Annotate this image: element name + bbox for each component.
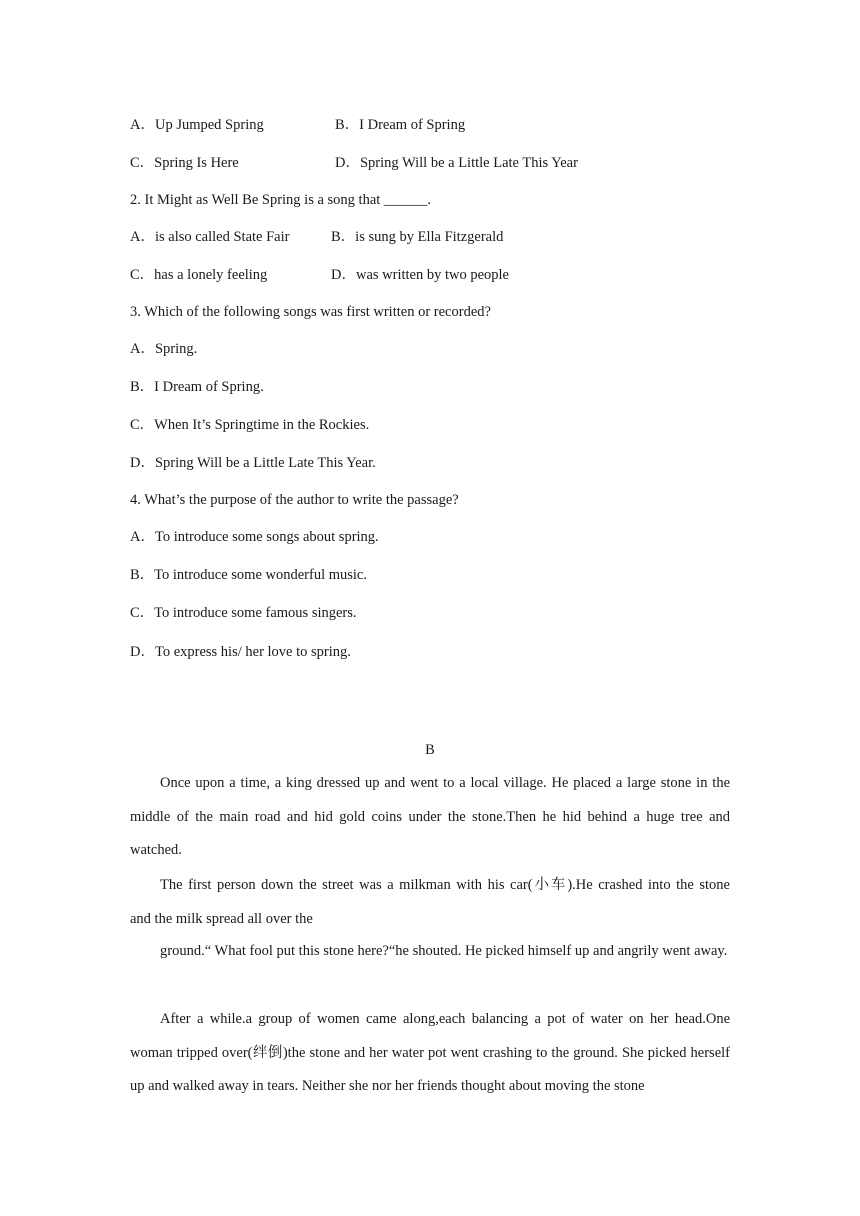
q1-option-b: B．I Dream of Spring	[335, 117, 466, 133]
q3-option-b: B．I Dream of Spring.	[130, 379, 264, 395]
q2-options-row-2	[130, 266, 509, 284]
q1-options-row-2	[130, 154, 578, 172]
passage-b-paragraph-2-line-2: and the milk spread all over the	[130, 911, 313, 927]
q4-option-b: B．To introduce some wonderful music.	[130, 567, 367, 583]
passage-b-paragraph-2-line-1	[130, 876, 730, 894]
passage-b-heading: B	[425, 742, 435, 758]
q4-option-a: A．To introduce some songs about spring.	[130, 529, 379, 545]
q2-options-row-1	[130, 228, 503, 246]
q1-options-row-1	[130, 116, 465, 134]
q3-option-c: C．When It’s Springtime in the Rockies.	[130, 417, 370, 433]
q3-option-d: D．Spring Will be a Little Late This Year.	[130, 455, 376, 471]
paragraph-2-continued-text: ground.“ What fool put this stone here?“he shouted. He picked himself up and angrily went away.	[160, 943, 728, 959]
q2-option-d: D．was written by two people	[331, 267, 509, 283]
q4-stem: 4. What’s the purpose of the author to write the passage?	[130, 492, 459, 508]
q3-option-a: A．Spring.	[130, 341, 198, 357]
q1-option-c: C．Spring Is Here	[130, 155, 239, 171]
passage-b-paragraph-3	[130, 1003, 730, 1104]
q2-option-c: C．has a lonely feeling	[130, 267, 268, 283]
q1-option-d: D．Spring Will be a Little Late This Year	[335, 155, 578, 171]
q1-option-a: A．Up Jumped Spring	[130, 117, 264, 133]
q3-stem: 3. Which of the following songs was first written or recorded?	[130, 304, 491, 320]
paragraph-3-text: After a while.a group of women came along,each balancing a pot of water on her head.One woman tripped over(绊倒)the stone and her water pot went crashing to the ground. She picked herself up and walked away in tears. Neither she nor her friends thought about moving the stone	[130, 1011, 730, 1095]
passage-b-paragraph-1	[130, 767, 730, 868]
paragraph-1-text: Once upon a time, a king dressed up and went to a local village. He placed a large stone in the middle of the main road and hid gold coins under the stone.Then he hid behind a huge tree and watched.	[130, 775, 730, 859]
q2-option-b: B．is sung by Ella Fitzgerald	[331, 229, 504, 245]
q2-option-a: A．is also called State Fair	[130, 229, 290, 245]
passage-b-paragraph-2-continued	[130, 935, 730, 969]
q2-stem: 2. It Might as Well Be Spring is a song that ______.	[130, 192, 432, 208]
q4-option-c: C．To introduce some famous singers.	[130, 605, 357, 621]
paragraph-2-line-1-text: The first person down the street was a milkman with his car(小车).He crashed into the stone	[160, 877, 730, 893]
q4-option-d: D．To express his/ her love to spring.	[130, 644, 351, 660]
